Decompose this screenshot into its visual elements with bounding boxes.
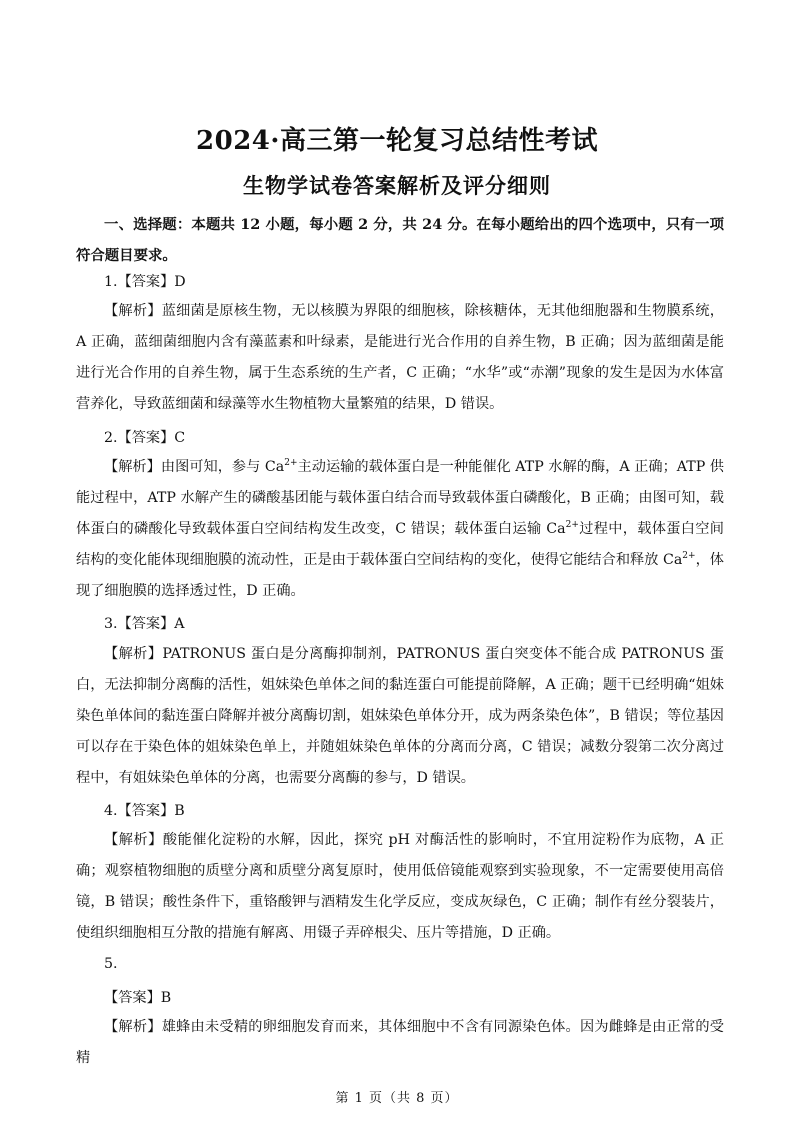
analysis-5: 【解析】雄蜂由未受精的卵细胞发育而来，其体细胞中不含有同源染色体。因为雌蜂是由正常的受精 (76, 1019, 724, 1066)
superscript: 2+ (284, 458, 298, 468)
section-heading: 一、选择题：本题共 12 小题，每小题 2 分，共 24 分。在每小题给出的四个选项中，只有一项符合题目要求。 (76, 216, 724, 264)
analysis-1: 【解析】蓝细菌是原核生物，无以核膜为界限的细胞核，除核糖体，无其他细胞器和生物膜系统，A 正确，蓝细菌细胞内含有藻蓝素和叶绿素，是能进行光合作用的自养生物，B 正确；因为蓝细菌是能进行光合作用的自养生物，属于生态系统的生产者，C 正确；“水华”或“赤潮”现象的发生是因为水体富营养化，导致蓝细菌和绿藻等水生物植物大量繁殖的结果，D 错误。 (76, 303, 724, 412)
answer-5: 【答案】B (104, 990, 172, 1006)
analysis-2-part-1: 【解析】由图可知，参与 Ca (104, 459, 285, 475)
answer-3: 3.【答案】A (104, 616, 185, 632)
analysis-2 (76, 452, 724, 607)
superscript: 2+ (682, 551, 696, 561)
question-5-number: 5. (104, 956, 118, 972)
page-number: 第 1 页（共 8 页） (335, 1091, 459, 1106)
analysis-4: 【解析】酸能催化淀粉的水解，因此，探究 pH 对酶活性的影响时，不宜用淀粉作为底物，A 正确；观察植物细胞的质壁分离和质壁分离复原时，使用低倍镜能观察到实验现象，不一定需要使用高倍镜，B 错误；酸性条件下，重铬酸钾与酒精发生化学反应，变成灰绿色，C 正确；制作有丝分裂装片，使组织细胞相互分散的措施有解离、用镊子弄碎根尖、压片等措施，D 正确。 (76, 832, 724, 941)
superscript: 2+ (565, 520, 579, 530)
exam-subtitle: 生物学试卷答案解析及评分细则 (243, 173, 551, 198)
answer-4: 4.【答案】B (104, 803, 185, 819)
analysis-2-part-4: ，体现了细胞膜的选择透过性，D 正确。 (76, 552, 724, 599)
analysis-3: 【解析】PATRONUS 蛋白是分离酶抑制剂，PATRONUS 蛋白突变体不能合成 PATRONUS 蛋白，无法抑制分离酶的活性，姐妹染色单体之间的黏连蛋白可能提前降解，A 正确；题干已经明确“姐妹染色单体间的黏连蛋白降解并被分离酶切割，姐妹染色单体分开，成为两条染色体”，B 错误；等位基因可以存在于染色体的姐妹染色单上，并随姐妹染色单体的分离而分离，C 错误；减数分裂第二次分离过程中，有姐妹染色单体的分离，也需要分离酶的参与，D 错误。 (76, 646, 724, 786)
analysis-2-part-2: 主动运输的载体蛋白是一种能催化 ATP 水解的酶，A 正确；ATP 供能过程中，ATP 水解产生的磷酸基团能与载体蛋白结合而导致载体蛋白磷酸化，B 正确；由图可知，载体蛋白的磷酸化导致载体蛋白空间结构发生改变，C 错误；载体蛋白运输 Ca (76, 459, 724, 537)
analysis-2-part-3: 过程中，载体蛋白空间结构的变化能体现细胞膜的流动性，正是由于载体蛋白空间结构的变化，使得它能结合和释放 Ca (76, 521, 724, 568)
answer-1: 1.【答案】D (104, 274, 186, 290)
answer-2: 2.【答案】C (104, 430, 186, 446)
exam-title: 2024·高三第一轮复习总结性考试 (196, 126, 598, 156)
